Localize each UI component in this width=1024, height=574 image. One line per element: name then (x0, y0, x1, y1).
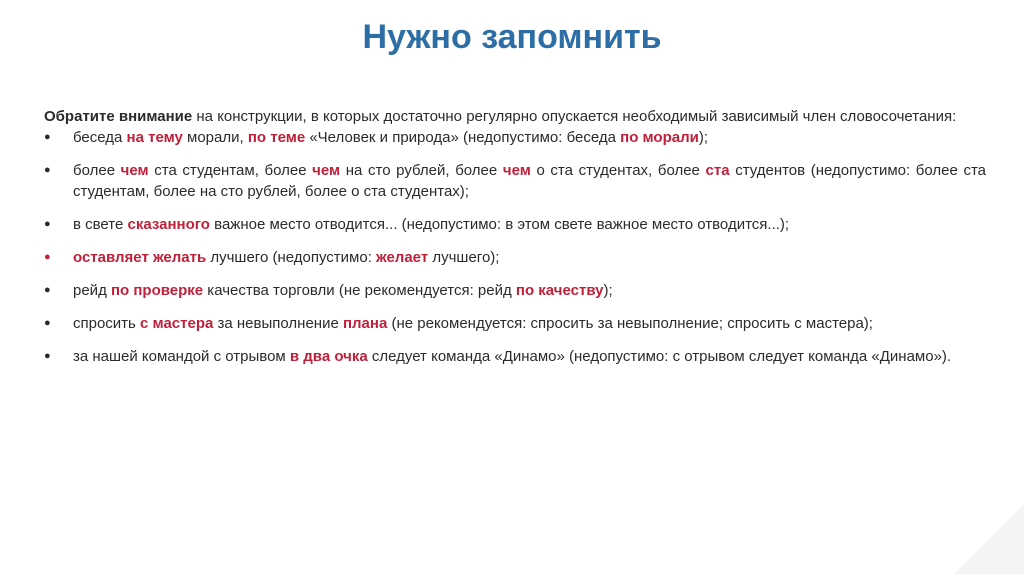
highlighted-phrase: плана (342, 315, 388, 332)
list-item (44, 247, 986, 268)
slide-title: Нужно запомнить (362, 18, 662, 56)
highlighted-phrase: по теме (247, 129, 306, 146)
highlighted-phrase: чем (502, 162, 531, 179)
item-text: лучшего); (428, 249, 500, 266)
item-text: беседа (73, 129, 127, 146)
highlighted-phrase: по проверке (110, 282, 204, 299)
bullet-icon: ● (44, 317, 51, 329)
highlighted-phrase: оставляет желать (73, 249, 207, 266)
slide-body (44, 106, 986, 379)
item-text: лучшего (недопустимо: (206, 249, 377, 266)
item-text: (не рекомендуется: спросить за невыполнение; спросить с мастера); (387, 315, 873, 332)
intro-paragraph (44, 106, 986, 127)
item-text: важное место отводится... (недопустимо: в этом свете важное место отводится...); (209, 216, 790, 233)
item-text: качества торговли (не рекомендуется: рейд (203, 282, 516, 299)
rules-list (44, 127, 986, 367)
list-item (44, 214, 986, 235)
item-text: за невыполнение (213, 315, 343, 332)
list-item (44, 280, 986, 301)
item-text: ); (603, 282, 613, 299)
item-text: ста студентам, более (148, 162, 313, 179)
list-item (44, 160, 986, 202)
bullet-icon: ● (44, 284, 51, 296)
list-item (44, 313, 986, 334)
item-text: за нашей командой с отрывом (73, 348, 290, 365)
bullet-icon: ● (44, 131, 51, 143)
highlighted-phrase: с мастера (140, 315, 214, 332)
highlighted-phrase: по качеству (515, 282, 604, 299)
bullet-icon: ● (44, 350, 51, 362)
highlighted-phrase: по морали (620, 129, 699, 146)
item-text: в свете (73, 216, 128, 233)
decorative-corner (954, 504, 1024, 574)
highlighted-phrase: в два очка (289, 348, 368, 365)
item-text: ); (698, 129, 709, 146)
intro-text: на конструкции, в которых достаточно регулярно опускается необходимый зависимый член словосочетания: (192, 108, 957, 125)
item-text: следует команда «Динамо» (недопустимо: с отрывом следует команда «Динамо»). (367, 348, 952, 365)
item-text: «Человек и природа» (недопустимо: беседа (305, 129, 621, 146)
intro-bold: Обратите внимание (44, 108, 193, 125)
highlighted-phrase: чем (120, 162, 149, 179)
highlighted-phrase: чем (312, 162, 341, 179)
highlighted-phrase: ста (705, 162, 730, 179)
bullet-icon: ● (44, 164, 51, 176)
item-text: рейд (73, 282, 111, 299)
bullet-icon: ● (44, 251, 51, 263)
highlighted-phrase: на тему (126, 129, 183, 146)
highlighted-phrase: сказанного (127, 216, 210, 233)
list-item (44, 127, 986, 148)
item-text: более (73, 162, 121, 179)
item-text: на сто рублей, более (340, 162, 503, 179)
item-text: студентов (недопустимо: более ста студентам, более на сто рублей, более о ста студентах); (73, 162, 986, 200)
item-text: о ста студентах, более (530, 162, 706, 179)
item-text: спросить (73, 315, 141, 332)
highlighted-phrase: желает (376, 249, 429, 266)
list-item (44, 346, 986, 367)
item-text: морали, (182, 129, 248, 146)
bullet-icon: ● (44, 218, 51, 230)
